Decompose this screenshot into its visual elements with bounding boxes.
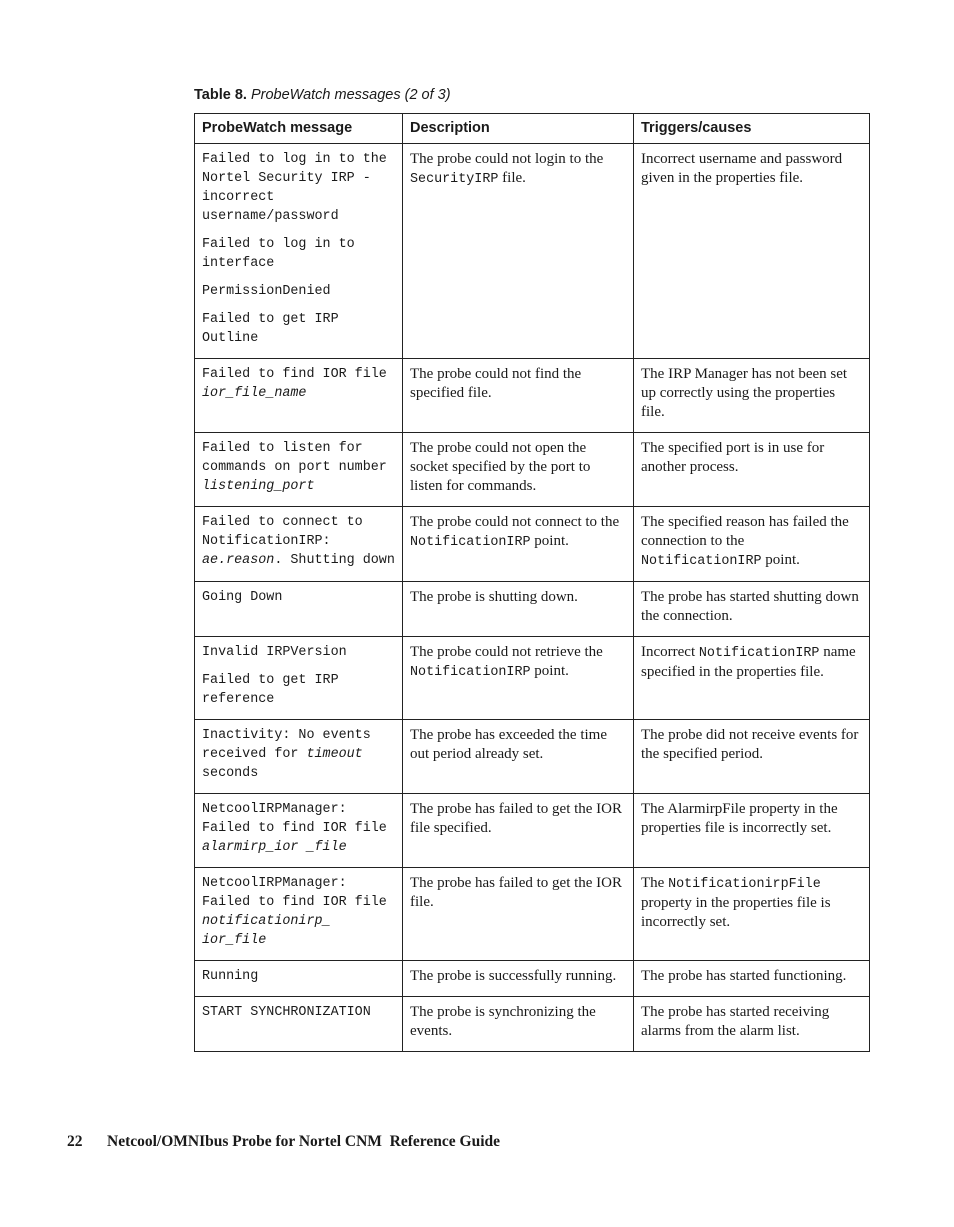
message-text: START SYNCHRONIZATION (202, 1005, 371, 1020)
message-line (202, 150, 395, 226)
cell-text: The probe has started receiving alarms from the alarm list. (641, 1004, 830, 1039)
message-variable: notificationirp_ ior_file (202, 914, 331, 948)
cell-text: The probe is synchronizing the events. (410, 1004, 596, 1039)
document-title: Netcool/OMNIbus Probe for Nortel CNM Reference Guide (107, 1133, 501, 1150)
cell-cause (634, 794, 870, 868)
cell-text: The probe did not receive events for the specified period. (641, 727, 859, 762)
message-text: NetcoolIRPManager: Failed to find IOR file (202, 876, 387, 910)
table-header-row (195, 114, 870, 144)
cell-description (403, 507, 634, 582)
code-term: NotificationIRP (410, 665, 531, 680)
cell-text: The probe has exceeded the time out period already set. (410, 727, 607, 762)
cell-text: The specified port is in use for another process. (641, 440, 825, 475)
table-row (195, 794, 870, 868)
message-text: Failed to listen for commands on port number (202, 441, 387, 475)
cell-message (195, 794, 403, 868)
message-variable: timeout (306, 747, 363, 762)
message-line (202, 874, 395, 950)
message-line (202, 513, 395, 570)
message-line (202, 726, 395, 783)
cell-message (195, 582, 403, 637)
cell-text: The AlarmirpFile property in the properties file is incorrectly set. (641, 801, 838, 836)
table-row (195, 961, 870, 997)
table-row (195, 637, 870, 720)
cell-text: The (641, 875, 669, 891)
message-line (202, 282, 395, 301)
probewatch-messages-table (194, 113, 870, 1052)
table-caption-label: Table 8. (194, 87, 247, 103)
page-footer (67, 1133, 500, 1151)
message-variable: alarmirp_ior _file (202, 840, 347, 855)
table-caption (194, 86, 451, 104)
cell-text: The probe could not open the socket specified by the port to listen for commands. (410, 440, 591, 494)
message-variable: ior_file_name (202, 386, 307, 401)
table-caption-title: ProbeWatch messages (2 of 3) (250, 87, 451, 103)
cell-message (195, 720, 403, 794)
cell-text: file. (498, 170, 526, 186)
cell-text: The probe could not login to the (410, 151, 604, 167)
message-line (202, 1003, 395, 1022)
cell-text: The probe has started shutting down the connection. (641, 589, 859, 624)
message-line (202, 439, 395, 496)
message-text: Running (202, 969, 259, 984)
cell-text: The specified reason has failed the connection to the (641, 514, 849, 549)
cell-cause (634, 997, 870, 1052)
cell-text: The probe could not find the specified file. (410, 366, 582, 401)
table-row (195, 433, 870, 507)
message-text: Failed to get IRP Outline (202, 312, 339, 346)
cell-message (195, 997, 403, 1052)
cell-description (403, 144, 634, 359)
message-text: Failed to log in to the Nortel Security IRP - incorrect username/password (202, 152, 387, 224)
code-term: NotificationIRP (698, 646, 820, 661)
cell-message (195, 359, 403, 433)
cell-cause (634, 144, 870, 359)
message-line (202, 588, 395, 607)
cell-cause (634, 637, 870, 720)
cell-text: point. (761, 552, 800, 568)
cell-description (403, 433, 634, 507)
cell-description (403, 794, 634, 868)
cell-text: point. (530, 533, 569, 549)
message-variable: ae.reason (202, 553, 275, 568)
message-text: Failed to log in to interface (202, 237, 355, 271)
cell-text: The IRP Manager has not been set up correctly using the properties file. (641, 366, 848, 420)
cell-cause (634, 582, 870, 637)
message-line (202, 967, 395, 986)
cell-text: property in the properties file is incorrectly set. (641, 895, 831, 930)
cell-message (195, 144, 403, 359)
cell-text: The probe has failed to get the IOR file specified. (410, 801, 623, 836)
table-body (195, 144, 870, 1052)
message-line (202, 800, 395, 857)
cell-description (403, 720, 634, 794)
cell-cause (634, 720, 870, 794)
cell-message (195, 961, 403, 997)
cell-description (403, 359, 634, 433)
page-number: 22 (67, 1133, 83, 1150)
cell-description (403, 582, 634, 637)
message-line (202, 310, 395, 348)
cell-cause (634, 359, 870, 433)
cell-cause (634, 507, 870, 582)
column-header-cause: Triggers/causes (634, 114, 870, 144)
message-text: Failed to connect to NotificationIRP: (202, 515, 363, 549)
table-row (195, 720, 870, 794)
cell-text: Incorrect username and password given in the properties file. (641, 151, 843, 186)
message-text: NetcoolIRPManager: Failed to find IOR file (202, 802, 387, 836)
cell-message (195, 507, 403, 582)
cell-description (403, 961, 634, 997)
cell-cause (634, 961, 870, 997)
message-text: Failed to get IRP reference (202, 673, 339, 707)
message-line (202, 671, 395, 709)
cell-text: Incorrect (641, 644, 699, 660)
message-line (202, 643, 395, 662)
message-variable: listening_port (202, 479, 315, 494)
cell-text: The probe is shutting down. (410, 589, 578, 605)
cell-description (403, 997, 634, 1052)
cell-text: name specified in the properties file. (641, 644, 856, 680)
code-term: SecurityIRP (410, 172, 499, 187)
cell-text: point. (530, 663, 569, 679)
cell-text: The probe is successfully running. (410, 968, 617, 984)
code-term: NotificationirpFile (668, 877, 821, 892)
cell-cause (634, 868, 870, 961)
table-row (195, 997, 870, 1052)
message-text: Going Down (202, 590, 283, 605)
table-row (195, 582, 870, 637)
cell-cause (634, 433, 870, 507)
table-row (195, 359, 870, 433)
table-row (195, 868, 870, 961)
code-term: NotificationIRP (410, 535, 531, 550)
message-text: PermissionDenied (202, 284, 331, 299)
cell-text: The probe has started functioning. (641, 968, 847, 984)
table-row (195, 144, 870, 359)
cell-text: The probe has failed to get the IOR file. (410, 875, 623, 910)
message-text: seconds (202, 766, 259, 781)
cell-message (195, 433, 403, 507)
message-text: Failed to find IOR file (202, 367, 387, 382)
column-header-description: Description (403, 114, 634, 144)
cell-description (403, 637, 634, 720)
cell-text: The probe could not retrieve the (410, 644, 603, 660)
table-row (195, 507, 870, 582)
column-header-message: ProbeWatch message (195, 114, 403, 144)
message-text: . Shutting down (274, 553, 395, 568)
cell-text: The probe could not connect to the (410, 514, 620, 530)
cell-message (195, 868, 403, 961)
cell-message (195, 637, 403, 720)
code-term: NotificationIRP (641, 554, 762, 569)
message-line (202, 235, 395, 273)
cell-description (403, 868, 634, 961)
message-text: Invalid IRPVersion (202, 645, 347, 660)
message-text: Inactivity: No events received for (202, 728, 371, 762)
message-line (202, 365, 395, 403)
